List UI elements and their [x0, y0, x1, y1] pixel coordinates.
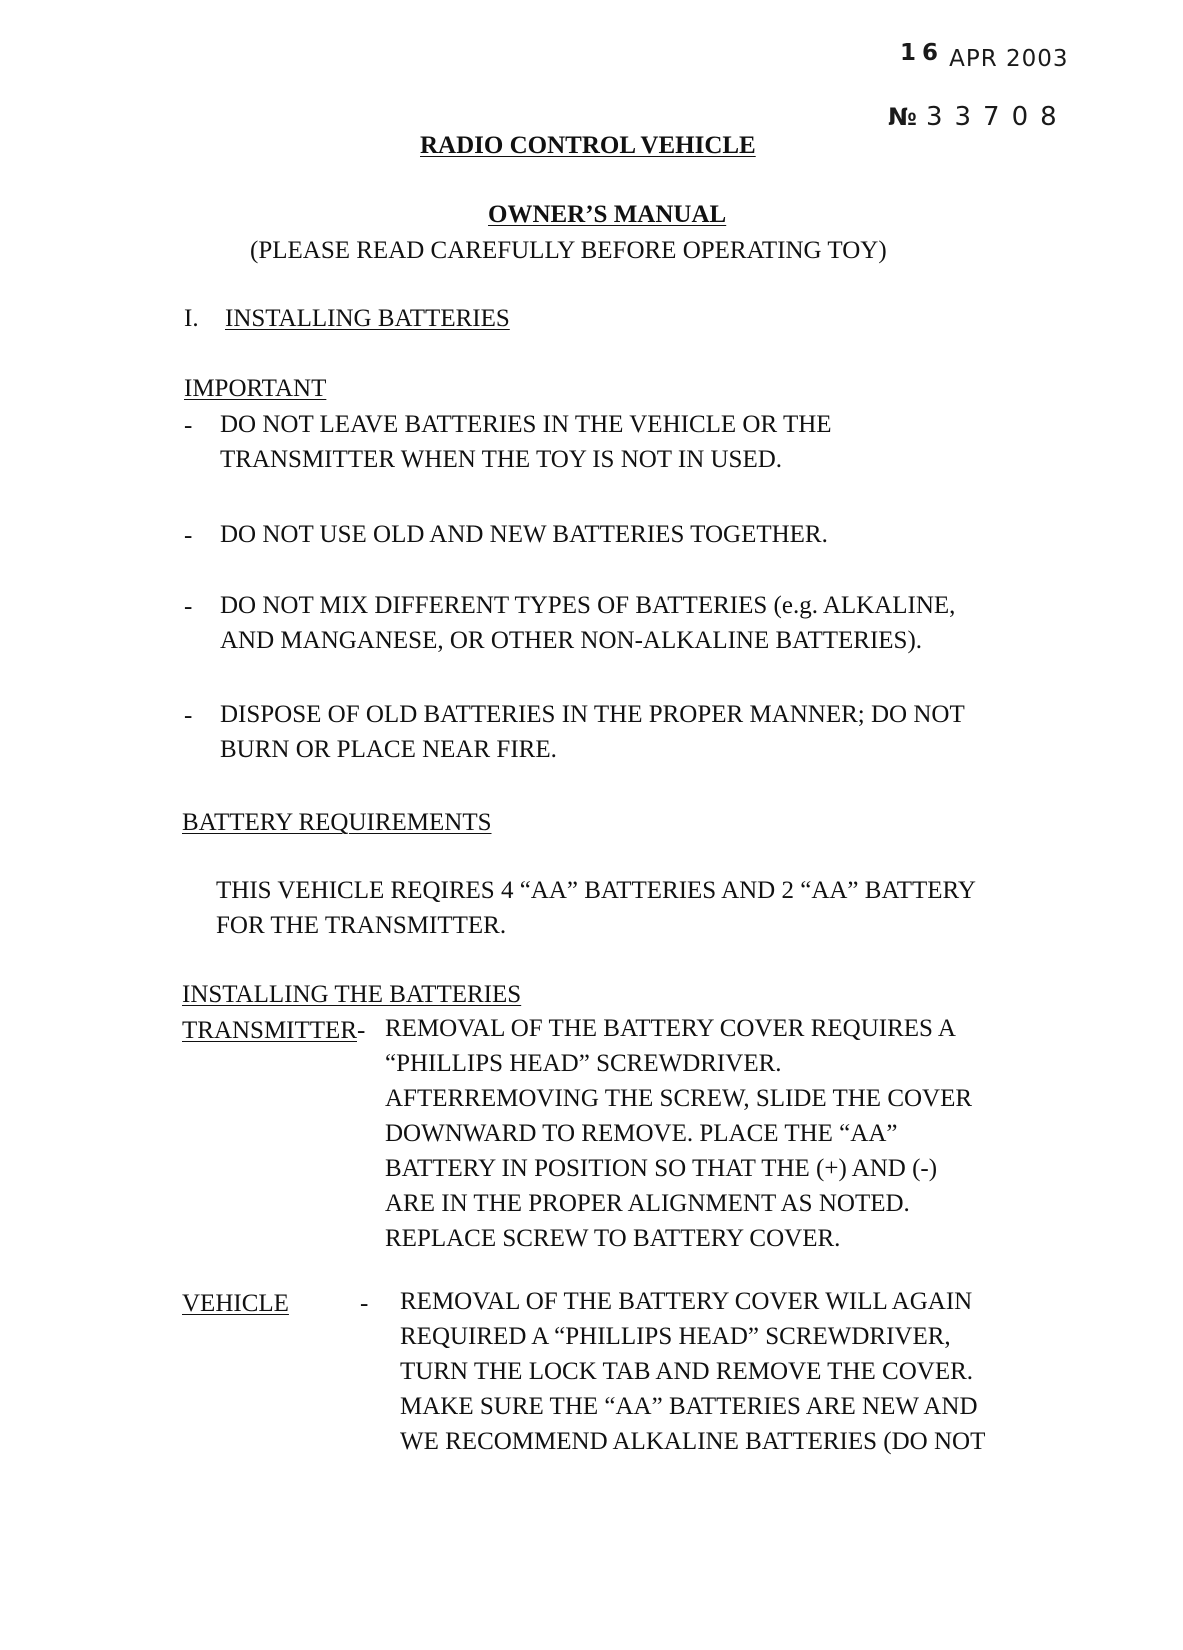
document-subtitle: OWNER’S MANUAL	[488, 201, 727, 228]
vehicle-line: TURN THE LOCK TAB AND REMOVE THE COVER.	[400, 1358, 974, 1385]
important-item-line: TRANSMITTER WHEN THE TOY IS NOT IN USED.	[220, 446, 783, 473]
vehicle-line: REQUIRED A “PHILLIPS HEAD” SCREWDRIVER,	[400, 1323, 951, 1350]
vehicle-line: REMOVAL OF THE BATTERY COVER WILL AGAIN	[400, 1288, 973, 1315]
transmitter-line: REMOVAL OF THE BATTERY COVER REQUIRES A	[385, 1015, 956, 1042]
bullet-marker: -	[184, 522, 193, 549]
important-item	[220, 588, 955, 658]
section-heading: INSTALLING BATTERIES	[225, 305, 510, 332]
battery-requirements-line: THIS VEHICLE REQIRES 4 “AA” BATTERIES AND 2 “AA” BATTERY	[216, 877, 976, 904]
number-stamp-prefix: №	[888, 103, 917, 131]
installing-heading: INSTALLING THE BATTERIES	[182, 981, 522, 1008]
important-item	[220, 407, 832, 477]
important-item	[220, 697, 965, 767]
bullet-marker: -	[184, 412, 193, 439]
transmitter-line: AFTERREMOVING THE SCREW, SLIDE THE COVER	[385, 1085, 973, 1112]
subtitle-note: (PLEASE READ CAREFULLY BEFORE OPERATING TOY)	[250, 237, 887, 264]
date-stamp-month-year: APR 2003	[949, 46, 1069, 72]
important-item-line: AND MANGANESE, OR OTHER NON-ALKALINE BATTERIES).	[220, 627, 923, 654]
date-stamp-day: 16	[900, 40, 945, 66]
transmitter-line: REPLACE SCREW TO BATTERY COVER.	[385, 1225, 841, 1252]
date-stamp	[900, 40, 1069, 72]
vehicle-marker: -	[360, 1290, 369, 1317]
section-number: I.	[184, 305, 199, 332]
transmitter-line: BATTERY IN POSITION SO THAT THE (+) AND (-)	[385, 1155, 938, 1182]
battery-requirements-heading: BATTERY REQUIREMENTS	[182, 809, 492, 836]
transmitter-instructions	[385, 1011, 972, 1256]
battery-requirements-text	[216, 873, 976, 943]
important-item	[220, 517, 828, 552]
bullet-marker: -	[184, 702, 193, 729]
transmitter-line: “PHILLIPS HEAD” SCREWDRIVER.	[385, 1050, 782, 1077]
number-stamp	[888, 102, 1069, 132]
transmitter-label-row	[182, 1014, 365, 1048]
important-item-line: DO NOT LEAVE BATTERIES IN THE VEHICLE OR THE	[220, 411, 832, 438]
transmitter-marker: -	[357, 1017, 366, 1044]
important-heading: IMPORTANT	[184, 375, 327, 402]
transmitter-label: TRANSMITTER	[182, 1017, 357, 1044]
transmitter-line: ARE IN THE PROPER ALIGNMENT AS NOTED.	[385, 1190, 910, 1217]
number-stamp-value: 33708	[925, 102, 1069, 132]
bullet-marker: -	[184, 593, 193, 620]
vehicle-line: MAKE SURE THE “AA” BATTERIES ARE NEW AND	[400, 1393, 978, 1420]
transmitter-line: DOWNWARD TO REMOVE. PLACE THE “AA”	[385, 1120, 898, 1147]
vehicle-label: VEHICLE	[182, 1290, 289, 1317]
important-item-line: DO NOT USE OLD AND NEW BATTERIES TOGETHER.	[220, 521, 828, 548]
battery-requirements-line: FOR THE TRANSMITTER.	[216, 912, 507, 939]
important-item-line: DO NOT MIX DIFFERENT TYPES OF BATTERIES (e.g. ALKALINE,	[220, 592, 956, 619]
important-item-line: DISPOSE OF OLD BATTERIES IN THE PROPER MANNER; DO NOT	[220, 701, 965, 728]
vehicle-instructions	[400, 1284, 985, 1459]
important-item-line: BURN OR PLACE NEAR FIRE.	[220, 736, 557, 763]
document-title: RADIO CONTROL VEHICLE	[420, 132, 756, 159]
vehicle-line: WE RECOMMEND ALKALINE BATTERIES (DO NOT	[400, 1428, 986, 1455]
